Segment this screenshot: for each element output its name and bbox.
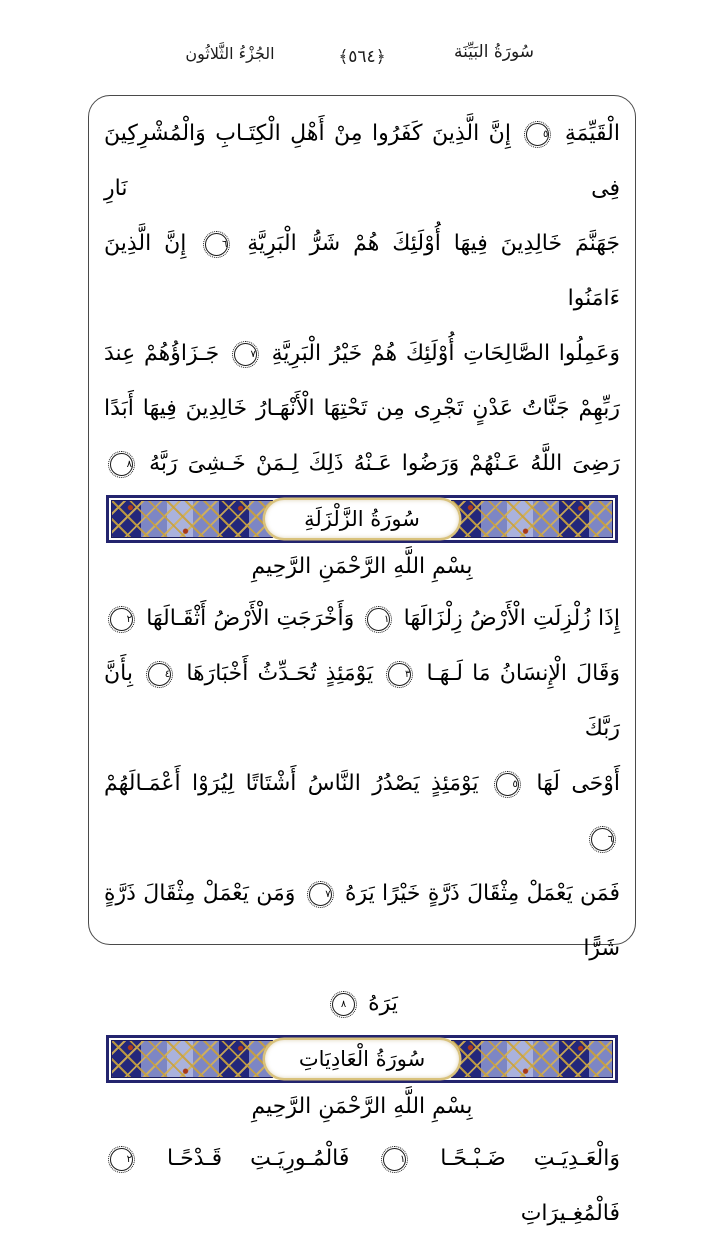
ayah-text: وَمَن يَعْمَلْ مِثْقَالَ ذَرَّةٍ شَرًّا <box>104 881 620 961</box>
banner-ornament-left <box>111 1040 273 1078</box>
ayah-text: جَهَنَّمَ خَالِدِينَ فِيهَا أُوْلَئِكَ هُمْ شَرُّ الْبَرِيَّةِ <box>247 231 620 256</box>
ayah-text: وَقَالَ الْإِنسَانُ مَا لَـهَـا <box>426 661 620 686</box>
basmala-zalzalah: بِسْمِ اللَّهِ الرَّحْمَنِ الرَّحِيمِ <box>251 554 473 579</box>
ayah-end-marker: ٥ <box>496 773 519 796</box>
ayah-end-marker: ٤ <box>148 663 171 686</box>
ayah-end-marker: ٥ <box>526 123 549 146</box>
header-page-number: ﴿٥٦٤﴾ <box>338 47 386 67</box>
ayah-line <box>104 216 620 326</box>
ayah-text: إِنَّ الَّذِينَ كَفَرُوا مِنْ أَهْلِ الْكِتَـابِ وَالْمُشْرِكِينَ فِى نَارِ <box>104 121 620 201</box>
ayah-end-marker: ٣ <box>388 663 411 686</box>
ayah-end-marker: ١ <box>367 608 390 631</box>
ayah-line <box>104 436 620 491</box>
ayah-line <box>104 756 620 866</box>
banner-cartouche <box>265 1040 459 1078</box>
ayah-line <box>104 106 620 216</box>
ayah-text: وَأَخْرَجَتِ الْأَرْضُ أَثْقَـالَهَا <box>146 606 355 631</box>
ayah-line <box>104 1131 620 1241</box>
ayah-line <box>104 591 620 646</box>
banner-ornament-left <box>111 500 273 538</box>
ayah-end-marker: ٧ <box>309 883 332 906</box>
ayah-text: رَبِّهِمْ جَنَّاتُ عَدْنٍ تَجْرِى مِن تَحْتِهَا الْأَنْهَـارُ خَالِدِينَ فِيهَا أَبَدًا <box>104 396 620 421</box>
ayah-line <box>104 646 620 756</box>
ayah-text: وَالْعَـدِيَـتِ ضَـبْـحًـا <box>440 1146 620 1171</box>
ayah-text: يَرَهُ <box>368 991 398 1016</box>
ayah-text: الْقَيِّمَةِ <box>564 121 620 146</box>
ayah-text: يَوْمَئِذٍ يَصْدُرُ النَّاسُ أَشْتَاتًا لِيُرَوْا أَعْمَـالَهُمْ <box>104 771 479 796</box>
surah-title-adiyat: سُورَةُ الْعَادِيَاتِ <box>298 1047 426 1071</box>
text-frame <box>88 95 636 1226</box>
surah-adiyat-start-text <box>104 1131 620 1241</box>
ayah-text: يَوْمَئِذٍ تُحَـدِّثُ أَخْبَارَهَا <box>186 661 374 686</box>
ayah-line <box>104 866 620 976</box>
ayah-text: فَمَن يَعْمَلْ مِثْقَالَ ذَرَّةٍ خَيْرًا يَرَهُ <box>344 881 620 906</box>
ayah-end-marker: ٦ <box>591 828 614 851</box>
banner-cartouche <box>265 500 459 538</box>
ayah-text: فَالْمُغِـيرَاتِ <box>520 1201 620 1226</box>
ayah-end-marker: ٧ <box>234 343 257 366</box>
header-juz-name: الجُزْءُ الثَّلاثُون <box>185 44 275 63</box>
ayah-text: وَعَمِلُوا الصَّالِحَاتِ أُوْلَئِكَ هُمْ خَيْرُ الْبَرِيَّةِ <box>271 341 620 366</box>
ayah-text: فَالْمُـورِيَـتِ قَـدْحًـا <box>166 1146 350 1171</box>
surah-title-zalzalah: سُورَةُ الزَّلْزَلَةِ <box>304 507 420 531</box>
banner-ornament-right <box>451 1040 613 1078</box>
ayah-line <box>104 976 620 1031</box>
surah-banner-zalzalah <box>106 495 618 543</box>
surah-banner-adiyat <box>106 1035 618 1083</box>
ayah-text: بِأَنَّ رَبَّكَ <box>104 661 620 741</box>
ayah-end-marker: ٨ <box>332 993 355 1016</box>
ayah-text: أَوْحَى لَهَا <box>536 771 621 796</box>
surah-zalzalah-text <box>104 591 620 1031</box>
ayah-end-marker: ٢ <box>110 608 133 631</box>
ayah-text: إِذَا زُلْزِلَتِ الْأَرْضُ زِلْزَالَهَا <box>403 606 621 631</box>
ayah-text: رَضِىَ اللَّهُ عَـنْهُمْ وَرَضُوا عَـنْهُ ذَلِكَ لِـمَنْ خَـشِىَ رَبَّهُ <box>149 451 621 476</box>
ayah-end-marker: ٨ <box>110 453 133 476</box>
ayah-text: جَـزَاؤُهُمْ عِندَ <box>104 341 220 366</box>
ayah-text: إِنَّ الَّذِينَ ءَامَنُوا <box>104 231 620 311</box>
header-surah-name: سُورَةُ البَيِّنَة <box>454 42 534 62</box>
ayah-line <box>104 326 620 381</box>
basmala-adiyat: بِسْمِ اللَّهِ الرَّحْمَنِ الرَّحِيمِ <box>251 1094 473 1119</box>
ayah-line <box>104 381 620 436</box>
ayah-end-marker: ٦ <box>205 233 228 256</box>
ayah-end-marker: ١ <box>383 1148 406 1171</box>
surah-bayyinah-end-text <box>104 106 620 491</box>
banner-ornament-right <box>451 500 613 538</box>
ayah-end-marker: ٢ <box>110 1148 133 1171</box>
